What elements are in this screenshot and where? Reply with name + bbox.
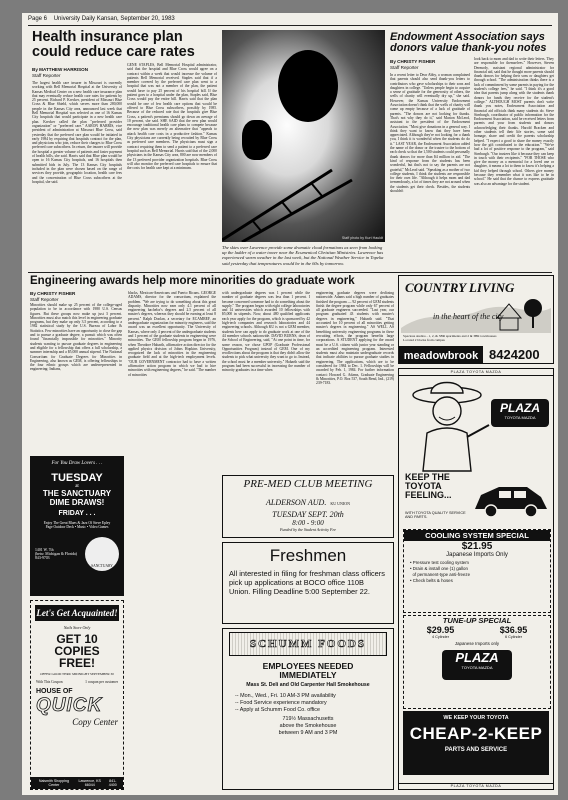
employees-hours: between 9 AM and 3 PM <box>278 730 338 736</box>
plaza-logo-1-brands: TOYOTA MAZDA <box>504 415 536 420</box>
tune-price-1: $29.95 <box>426 625 455 635</box>
plaza-keep-feeling: KEEP THE TOYOTA FEELING... <box>405 472 452 500</box>
cooling-item-1: Pressure test cooling system <box>412 560 469 565</box>
schumm-name: SCHUMM FOODS <box>250 638 366 650</box>
sanctuary-tagline: For You Draw Lovers . . . <box>51 461 103 466</box>
employees-line-1: -- Mon., Wed., Fri. 10 AM-3 PM availability <box>235 693 336 699</box>
employees-line-3: -- Apply at Schumm Food Co. office <box>235 707 320 713</box>
meadowbrook-logo: meadowbrook <box>403 349 479 362</box>
insurance-col-1: The largest health care insurer in Missouri is currently working with Bell Memorial Hospital at the University of Kansas Medical Center on a new health care insurance plan that may eventually reduce health care rates for patients by 25 percent. Richard P. Krecker, president of Missouri Blue Cross & Blue Shield, which serves more than 280,000 people in the Kansas City area, announced last week that Bell Memorial Hospital was selected as one of 16 Kansas City hospitals that would participate in a new health care plan. Krecker called the plan "preferred provider organization" or "preferred care." AARON HARRIS, vice president of administration at Missouri Blue Cross, said yesterday that the preferred care plan would be initiated in early 1984 by requiring that hospitals contract for the plan, and physicians who join, reduce their charges to Blue Cross preferred care subscribers. In return, the insurer will provide the hospital a greater volume of patients and faster payment of health bills, she said. Harris said that Blue plan would be open to 16 Kansas City hospitals, and 16 hospitals then submitted bids in July. The 13 Kansas City hospitals included in the plan were chosen based on the range of services they provide, geographic location, health care fees and the concentration of Blue Cross subscribers at the hospital, she said. <box>32 81 122 184</box>
sanctuary-day: TUESDAY <box>51 472 103 484</box>
copy-ad-footer-2: Lawrence, KS 66044 <box>78 779 101 787</box>
parts-and-service: PARTS AND SERVICE <box>444 747 508 753</box>
insurance-byline-name: By MATTHEW HARRISON <box>32 67 89 72</box>
cooling-title: COOLING SYSTEM SPECIAL <box>404 530 550 541</box>
top-rule <box>28 25 552 26</box>
copy-ad-house-of: HOUSE OF <box>36 688 73 695</box>
meadowbrook-logo-box <box>399 346 483 364</box>
copy-ad-limit: 1 coupon per customer <box>85 680 118 684</box>
plaza-logo-1-name: PLAZA <box>500 401 540 415</box>
copy-ad-title: Let's Get Acquainted! <box>35 605 119 621</box>
plaza-logo-2 <box>442 650 512 680</box>
minorities-col-2: blacks, Mexican-Americans and Puerto Ricans. GEORGE ADAMS, director for the consortium, explained the problem. "We are trying to do something about this great disparity. Minorities now earn only 4.1 percent of all engineering bachelor's degrees and 2.5 percent of all master's degrees, whereas they should be earning at least 8 percent." Ralph Doolan, a secretary for ECAMREF, an undergraduate organization for minority engineers, said the award was an excellent opportunity. The University of Kansas, where only 4 percent of the undergraduate students and 1 percent of the graduate students in engineering were minorities. The GEM fellowship program began in 1976, when Theodore Habarth, affirmative action director for the applied physics division of Johns Hopkins University, recognized the lack of minorities in the engineering graduate field and at the high-tech employment levels. "OUR GOVERNMENT contractor had to have a written affirmative action program in which we had to hire minorities with engineering degrees," he said. "The number of minorities <box>128 291 216 377</box>
sanctuary-phone: 843-9703 <box>35 556 50 560</box>
premed-club-ad <box>222 475 394 538</box>
meadowbrook-headline: COUNTRY LIVING <box>405 280 515 295</box>
meadowbrook-phone: 8424200 <box>489 347 540 362</box>
photo-caption: The skies over Lawrence provide some dramatic cloud formations as seen from looking up the ladder of a water tower near the Ecumenical Christian Ministries. Lawrence has experienced warm weather in the last week, but the National Weather Service in Topeka said yesterday that temperatures would be in the 60s by tomorrow. <box>222 245 384 266</box>
endowment-col-1: In a recent letter to Dear Abby, a woman complained that parents should also send thank-you letters to contributors who gave scholarships to their sons and daughters in college. "Unless people begin to acquire a sense of gratitude for the generosity of others, the wells of charity will eventually dry up," she said. However, the Kansas University Endowment Association doesn't think that the wells of charity will come up empty because of a lack of gratitude of parents. "The donors are not looking for thanks. That's not why they do it," said Marion McLeod, assistant to the president of the Endowment Association. "Most give donations in a general way. I think they want to know that they have been appreciated. Although they're not looking for a thank you, I think it is wonderful when the students do do it." LAST YEAR, the Endowment Association added the name of the donor or the trustee to the bottom of each check so that the 1,500 students could personally thank donors for more than $4 million in aid. "The kind of response from the students has been wonderful, but that's not to say the parents are not grateful," McLeod said. "Speaking as a mother of two college students, I think the students are responsible for their own life. "Although it helps mom and dad tremendously, a lot of times they are not around when the students get their check. Besides, the students shouldn't <box>390 73 470 194</box>
employees-address-block <box>223 716 393 737</box>
folio <box>28 16 175 22</box>
schumm-logo <box>229 632 387 656</box>
copy-ad-footer-1: Naismith Shopping Center <box>38 779 70 787</box>
sanctuary-venue: THE SANCTUARY <box>42 489 112 498</box>
endowment-byline <box>390 59 470 70</box>
copy-ad-offer-note: OFFER GOOD THRU MIDNIGHT SEPTEMBER 30 <box>40 672 114 676</box>
sanctuary-line-2: Page Outdoor Deck • Music • Video Games <box>45 525 109 529</box>
premed-title: PRE-MED CLUB MEETING <box>243 478 373 490</box>
minorities-byline <box>30 291 110 302</box>
copy-ad-offer: GET 10 COPIES FREE! <box>54 632 100 670</box>
freshmen-text: All interested in filing for freshman class officers pick up applications at BOCO office 110B Union. Filling Deadline 5:00 September 22. <box>229 569 385 596</box>
employees-sub: Mass St. Deli and Old Carpenter Hall Smokehouse <box>246 682 370 688</box>
insurance-byline-role: Staff Reporter <box>32 72 61 78</box>
sanctuary-event: DIME DRAWS! <box>49 498 105 507</box>
cooling-item-3: of permanent-type anti-freeze <box>412 572 471 577</box>
insurance-byline <box>32 67 122 78</box>
endowment-byline-role: Staff Reporter <box>390 64 419 70</box>
cooling-price: $21.95 <box>461 541 493 552</box>
meadowbrook-ad <box>398 275 554 364</box>
cheap-2-keep-title: CHEAP-2-KEEP <box>409 724 543 743</box>
minorities-col-4: engineering graduate degrees were declining nationwide. Adams said a high number of graduates finished the program — 92 percent of GEM students finish the degree program while only 67 percent of all graduate engineers succeeded. "Last year, our program graduated 43 students with master's degrees in engineering," Habarth said. "That accounted for 10 percent of all minorities getting master's degrees in engineering." AS WELL AS benefiting university engineering programs in these recruiting efforts, the program benefits large corporations. A STUDENT applying for the award must be a U.S. citizen with junior year standing or an accredited engineering program. Interested students must also maintain undergraduate records that indicate abilities to pursue graduate studies in engineering. The applications, which are to be considered for 1984 to Dec. 1. Fellowships will be awarded by Feb. 1, 1984. For further information contact: Howard G. Adams, Graduate Engineering & Minorities, P.O. Box 537, South Bend, Ind., (219) 239-7183. <box>316 291 394 386</box>
sanctuary-address-block <box>35 548 77 560</box>
meadowbrook-special: Spacious studios - 1, 2, & 3BR apartments and 2 & 3BR townhouses <box>403 334 497 338</box>
tune-up-coupon <box>403 615 551 709</box>
plaza-strip-bottom: PLAZA TOYOTA MAZDA <box>399 783 553 788</box>
plaza-strip-top: PLAZA TOYOTA MAZDA <box>399 369 553 376</box>
tune-price-2: $36.95 <box>499 625 528 635</box>
minorities-col-3: with undergraduate degrees was 1 percent while the number of graduate degrees was less than 1 percent. I became concerned someone had to do something about the supply." The program began with eight college laboratories and 14 universities which awarded 10 fellowships with $5,000 in stipends. Now, about 480 qualified applicants each year apply for the program, which is sponsored by 42 high-tech companies and research laboratories and 44 engineering schools. Although KU is not a GEM member, students here can apply to do graduate work at one of the 44 member schools nationwide. DAVID BURNS, dean of the School of Engineering, said, "At one point in time, for some reason, we chose GPOP (Graduate Professional Opportunities Program) instead of GEM. One of my recollections about the program is that they didn't allow the students to pick what university they want to go to. Instead, the school must be a member university." Habarth said the program had been successful in increasing the number of minority graduates in a time when <box>222 291 310 373</box>
premed-room: KU UNION <box>330 501 350 506</box>
minorities-byline-name: By CHRISTY FISHER <box>30 291 76 296</box>
copy-ad-brand: QUICK <box>36 695 103 716</box>
newspaper-page <box>22 13 558 795</box>
sanctuary-ad <box>30 456 124 596</box>
sanctuary-friday: FRIDAY . . . <box>58 510 96 517</box>
copy-ad-subtitle: Nails Store Only <box>63 625 91 630</box>
cowboy-illustration <box>405 377 495 473</box>
endowment-headline: Endowment Association says donors value thank-you notes <box>390 31 547 55</box>
employees-address: 719½ Massachusetts <box>282 716 334 722</box>
freshmen-title: Freshmen <box>269 546 347 565</box>
premed-location: ALDERSON AUD. <box>266 498 327 507</box>
paper-name-date: University Daily Kansan, September 20, 1983 <box>53 16 175 22</box>
sanctuary-address: 1401 W. 7th <box>35 548 54 552</box>
employees-address-2: above the Smokehouse <box>279 723 337 729</box>
meadowbrook-features: Located 2 blocks from campus <box>403 338 445 342</box>
toyota-car-icon <box>471 477 551 521</box>
photo-ladder <box>222 30 385 242</box>
premed-date: TUESDAY SEPT. 20th <box>272 510 344 519</box>
plaza-toyota-ad <box>398 368 554 790</box>
copy-ad-brand-2: Copy Center <box>72 717 118 727</box>
employees-lines <box>235 693 381 714</box>
tune-title: TUNE-UP SPECIAL <box>442 616 512 625</box>
cooling-sub: Japanese Imports Only <box>446 552 508 558</box>
insurance-col-2: GENE STAPLES, Bell Memorial Hospital administrator, said that the hospital and Blue Cross would agree on a contract within a week that would increase the volume of patients Bell Memorial received. Staples said that if a member covered by the preferred care plan went to a hospital that was not a member of the plan, the patient would have to pay 25 percent of his hospital bill. If the patient goes to a hospital under the plan, Staples said, Blue Cross would pay the entire bill. Harris said that the plan would be one of few health care options that would be offered to Blue Cross subscribers, possibly by 1985. Because of the reduced rate that the hospitals give Blue Cross, a patient's premiums should go down an average of 10 percent, she said. SHE SAID that the new plan would encourage traditional health care plans to compete because the new plan was merely an alternative that "appeals to attack health care costs in a productive fashion." Kansas City physicians are currently being recruited by Blue Cross as preferred care members. The physicians must sign a contract requiring them to send a patient to a preferred care hospital such as Bell Memorial. Harris said that of the 2,000 physicians in the Kansas City area, 800 are now members of the 13 preferred provider organization hospitals. Blue Cross will also monitor the preferred care hospitals to ensure that the costs for health care kept at a minimum. <box>127 63 217 171</box>
cloud-photo <box>222 30 385 242</box>
plaza-logo-2-brands: TOYOTA MAZDA <box>461 665 493 670</box>
meadowbrook-tagline: in the heart of the city <box>433 312 504 321</box>
tune-label-2: 6 Cylinder <box>504 635 523 639</box>
page-number: Page 6 <box>28 16 48 22</box>
plaza-logo-2-name: PLAZA <box>455 650 499 665</box>
sanctuary-line-1: Enjoy The Great Blues & Jazz Of Steve Epley <box>43 521 111 525</box>
cooling-item-2: Drain & install one (1) gallon <box>412 566 468 571</box>
premed-time: 8:00 - 9:00 <box>292 519 324 527</box>
endowment-byline-name: By CHRISTY FISHER <box>390 59 436 64</box>
cooling-items: • Pressure test cooling system • Drain & install one (1) gallon of permanent-type anti-freeze • Check belts & hoses <box>410 560 471 583</box>
plaza-keep-sub: WITH TOYOTA QUALITY SERVICE AND PARTS. <box>405 511 466 519</box>
endowment-col-2: look back to mom and dad to write their letters. They are responsible for themselves." However, Steven Dermody, assistant regional administrator for financial aid, said that he thought more parents should thank donors for helping their sons or daughters get through school. "The administration thinks there is a lack of commitment by some parents in paying for the student's college fees," he said. "I think it's a good idea that parents jump along with the students thank donors for funds they receive for the student's college." ALTHOUGH MOST parents don't write thank you notes, Endowment Association and financial aid officials think many students do. Steve Sirnburgh, coordinator of public information for the Endowment Association, said he received letters from parents and your from students and donors acknowledging their thanks. Harold Bracken and other students tell their life stories, some said homage, share and credit the parents scholarship helped. "I expect a good to share the money exactly how the gift contributed to the education." "We've had a lot of positive response to the program," said Sirnburgh. "Our trustees like it because they can keep in touch with their recipients." "FOR THOSE who give the money as a memorial for a loved one or daughter, it means a lot to them to know it's helping a kid they helped through school. Others give money because they remember what it was like to be in school." He said that the chance to express gratitude was also an advantage for the student. <box>474 57 554 186</box>
keep-your-toyota: WE KEEP YOUR TOYOTA <box>443 715 509 721</box>
tune-sub: Japanese Imports only <box>454 641 500 646</box>
insurance-headline: Health insurance plan could reduce care rates <box>32 29 195 60</box>
sanctuary-address-2: (betw. Michigan & Florida) <box>35 552 77 556</box>
minorities-col-1: Minorities should make up 25 percent of the college-aged population to be in accordance with 1980 U.S. Census figures. But these groups now make up just 3 percent. Minorities must also match this level in engineering graduate programs, but they make up only 3.5 percent, according to a 1982 statistical study by the U.S. Bureau of Labor & Statistics. Few minorities have an opportunity to close the gap and to pursue a graduate degree, a pursuit which was often found "financially impossible for minorities." Minority students wanting to pursue graduate degrees in engineering and eligible for a fellowship that offers a full scholarship, a summer internship and a $5,000 annual stipend. The National Consortium for Graduate Degrees for Minorities in Engineering, also known as GEM, is offering fellowships to the four ethnic groups which are underrepresented in engineering: Indians, <box>30 303 122 372</box>
copy-ad-customer: With This Coupon <box>36 680 63 684</box>
tune-label-1: 4 Cylinder <box>431 635 450 639</box>
photo-credit: Staff photo by Kurt Hauldt <box>341 236 383 240</box>
employees-line-2: -- Food Service experience mandatory <box>235 700 327 706</box>
copy-ad-footer-3: 841-4400 <box>108 779 117 787</box>
sanctuary-logo-icon <box>85 537 119 571</box>
copy-center-ad <box>30 600 124 790</box>
cheap-2-keep-panel <box>403 711 549 775</box>
minorities-headline: Engineering awards help more minorities do graduate work <box>30 275 355 287</box>
cooling-item-4: Check belts & hoses <box>412 578 453 583</box>
mid-rule <box>28 272 552 273</box>
employees-title: EMPLOYEES NEEDED IMMEDIATELY <box>262 661 354 680</box>
sanctuary-logo-text: SANCTUARY <box>91 564 113 568</box>
schumm-employees-ad <box>222 628 394 790</box>
freshmen-ad <box>222 542 394 624</box>
sanctuary-at: at <box>75 484 79 489</box>
minorities-byline-role: Staff Reporter <box>30 296 59 302</box>
premed-funded: Funded by the Student Activity Fee <box>279 527 336 532</box>
plaza-logo-1 <box>491 399 549 427</box>
cooling-special-coupon <box>403 529 551 613</box>
